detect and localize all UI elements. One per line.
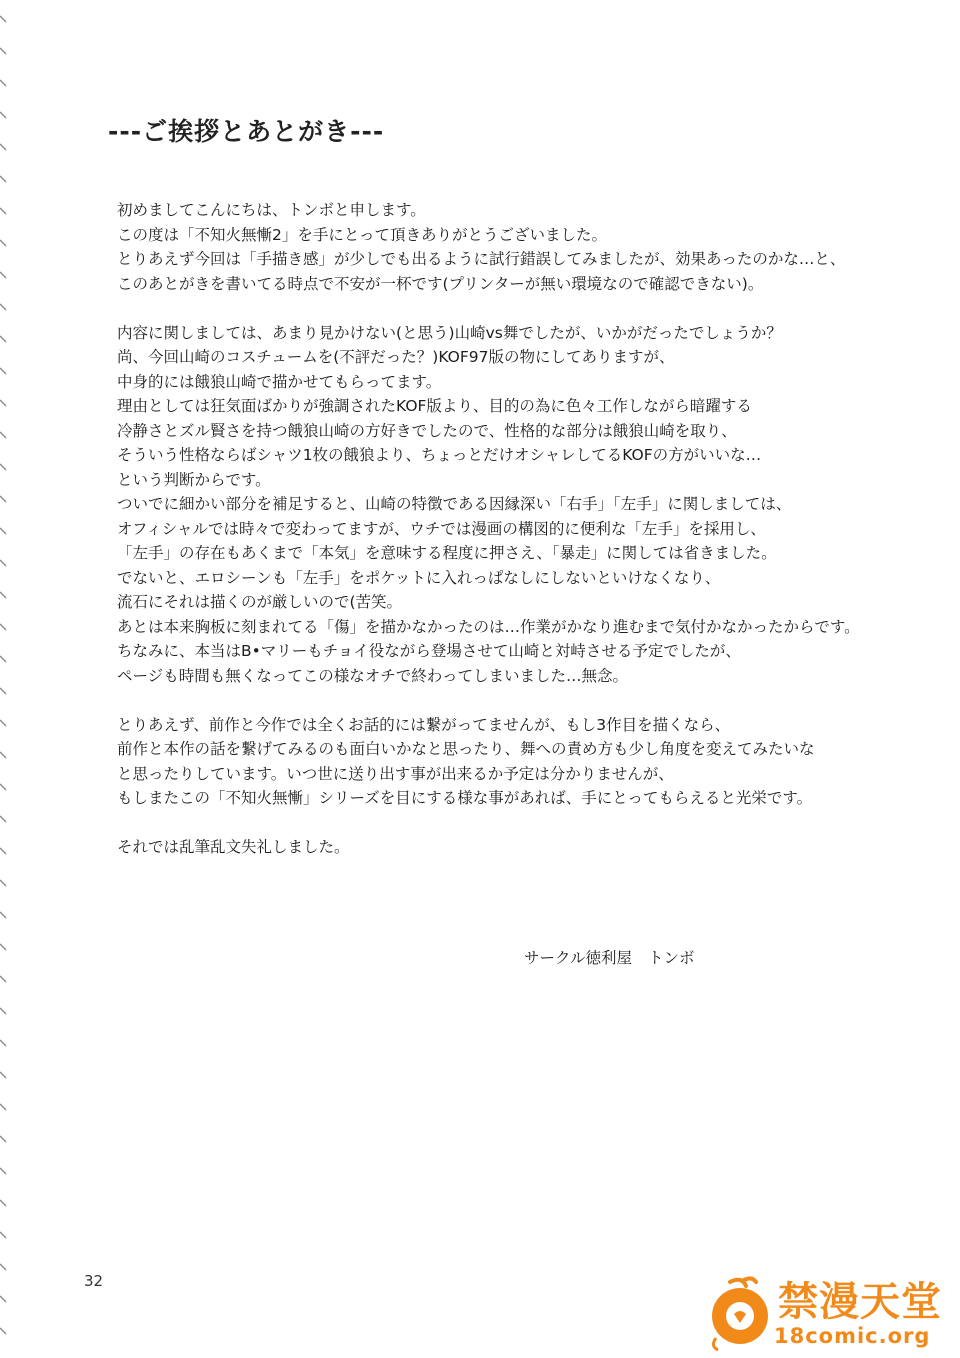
edge-tick: [0, 1264, 6, 1270]
edge-tick: [0, 208, 6, 214]
afterword-body: [117, 198, 917, 884]
text-line: ついでに細かい部分を補足すると、山崎の特徴である因縁深い「右手」「左手」に関しましては、: [117, 495, 792, 513]
text-line: 理由としては狂気面ばかりが強調されたKOF版より、目的の為に色々工作しながら暗躍する: [117, 397, 752, 415]
edge-tick: [0, 784, 6, 790]
paragraph-greeting: [117, 198, 917, 296]
edge-tick: [0, 624, 6, 630]
watermark-url: 18comic.org: [774, 1324, 931, 1348]
edge-tick: [0, 304, 6, 310]
edge-tick: [0, 1136, 6, 1142]
edge-tick: [0, 1104, 6, 1110]
edge-tick: [0, 80, 6, 86]
text-line: という判断からです。: [117, 470, 271, 489]
page-number: 32: [84, 1272, 104, 1290]
edge-tick: [0, 336, 6, 342]
edge-tick: [0, 752, 6, 758]
text-line: 初めましてこんにちは、トンボと申します。: [117, 201, 426, 219]
edge-tick: [0, 1328, 6, 1334]
paragraph-content: [117, 321, 917, 689]
edge-tick: [0, 368, 6, 374]
text-line: とりあえず、前作と今作では全くお話的には繋がってませんが、もし3作目を描くなら、: [117, 715, 731, 734]
author-name: トンボ: [648, 949, 695, 967]
edge-tick: [0, 528, 6, 534]
text-line: それでは乱筆乱文失礼しました。: [117, 838, 350, 856]
text-line: 内容に関しましては、あまり見かけない(と思う)山崎vs舞でしたが、いかがだったでしょうか？: [117, 323, 782, 342]
text-line: 中身的には餓狼山崎で描かせてもらってます。: [117, 372, 442, 391]
edge-tick: [0, 1200, 6, 1206]
edge-tick: [0, 976, 6, 982]
edge-tick: [0, 176, 6, 182]
edge-tick: [0, 16, 6, 22]
text-line: と思ったりしています。いつ世に送り出す事が出来るか予定は分かりませんが、: [117, 764, 674, 783]
edge-tick: [0, 560, 6, 566]
edge-tick: [0, 432, 6, 438]
edge-tick: [0, 272, 6, 278]
text-line: 流石にそれは描くのが厳しいので(苦笑。: [117, 593, 403, 611]
edge-tick: [0, 240, 6, 246]
text-line: 前作と本作の話を繋げてみるのも面白いかなと思ったり、舞への責め方も少し角度を変えてみたいな: [117, 740, 815, 758]
edge-tick: [0, 48, 6, 54]
edge-tick: [0, 1040, 6, 1046]
text-line: 「左手」の存在もあくまで「本気」を意味する程度に押さえ、「暴走」に関しては省きました。: [117, 544, 777, 562]
edge-tick: [0, 720, 6, 726]
edge-tick: [0, 112, 6, 118]
text-line: 冷静さとズル賢さを持つ餓狼山崎の方好きでしたので、性格的な部分は餓狼山崎を取り、: [117, 421, 737, 440]
edge-tick: [0, 944, 6, 950]
text-line: そういう性格ならばシャツ1枚の餓狼より、ちょっとだけオシャレしてるKOFの方がいいな…: [117, 446, 762, 464]
page-title: ---ご挨拶とあとがき---: [108, 117, 385, 146]
edge-tick: [0, 1232, 6, 1238]
orange-mascot-logo-icon: [708, 1274, 774, 1354]
text-line: オフィシャルでは時々で変わってますが、ウチでは漫画の構図的に便利な「左手」を採用し、: [117, 519, 766, 538]
edge-tick: [0, 1008, 6, 1014]
edge-tick: [0, 1072, 6, 1078]
watermark: [708, 1274, 942, 1354]
edge-tick: [0, 816, 6, 822]
text-line: あとは本来胸板に刻まれてる「傷」を描かなかったのは…作業がかなり進むまで気付かなかったからです。: [117, 617, 860, 636]
watermark-title: 禁漫天堂: [778, 1279, 942, 1325]
edge-tick: [0, 464, 6, 470]
text-line: とりあえず今回は「手描き感」が少しでも出るように試行錯誤してみましたが、効果あったのかな…と、: [117, 250, 846, 268]
binding-edge-marks: [0, 0, 10, 1358]
paragraph-future: [117, 713, 917, 811]
text-line: この度は「不知火無慚2」を手にとって頂きありがとうございました。: [117, 225, 608, 244]
edge-tick: [0, 592, 6, 598]
edge-tick: [0, 496, 6, 502]
edge-tick: [0, 144, 6, 150]
text-line: もしまたこの「不知火無慚」シリーズを目にする様な事があれば、手にとってもらえると光栄です。: [117, 789, 813, 807]
edge-tick: [0, 880, 6, 886]
text-line: ページも時間も無くなってこの様なオチで終わってしまいました…無念。: [117, 666, 629, 685]
edge-tick: [0, 688, 6, 694]
edge-tick: [0, 1168, 6, 1174]
edge-tick: [0, 656, 6, 662]
paragraph-closing: [117, 835, 917, 860]
text-line: でないと、エロシーンも「左手」をポケットに入れっぱなしにしないといけなくなり、: [117, 568, 721, 587]
edge-tick: [0, 1296, 6, 1302]
text-line: ちなみに、本当はB•マリーもチョイ役ながら登場させて山崎と対峙させる予定でしたが、: [117, 642, 741, 660]
text-line: 尚、今回山崎のコスチュームを(不評だった？)KOF97版の物にしてありますが、: [117, 348, 675, 366]
text-line: このあとがきを書いてる時点で不安が一杯です(プリンターが無い環境なので確認できない)。: [117, 274, 764, 293]
circle-name: サークル徳利屋: [524, 949, 633, 967]
edge-tick: [0, 912, 6, 918]
edge-tick: [0, 400, 6, 406]
signature: [524, 946, 695, 968]
edge-tick: [0, 848, 6, 854]
